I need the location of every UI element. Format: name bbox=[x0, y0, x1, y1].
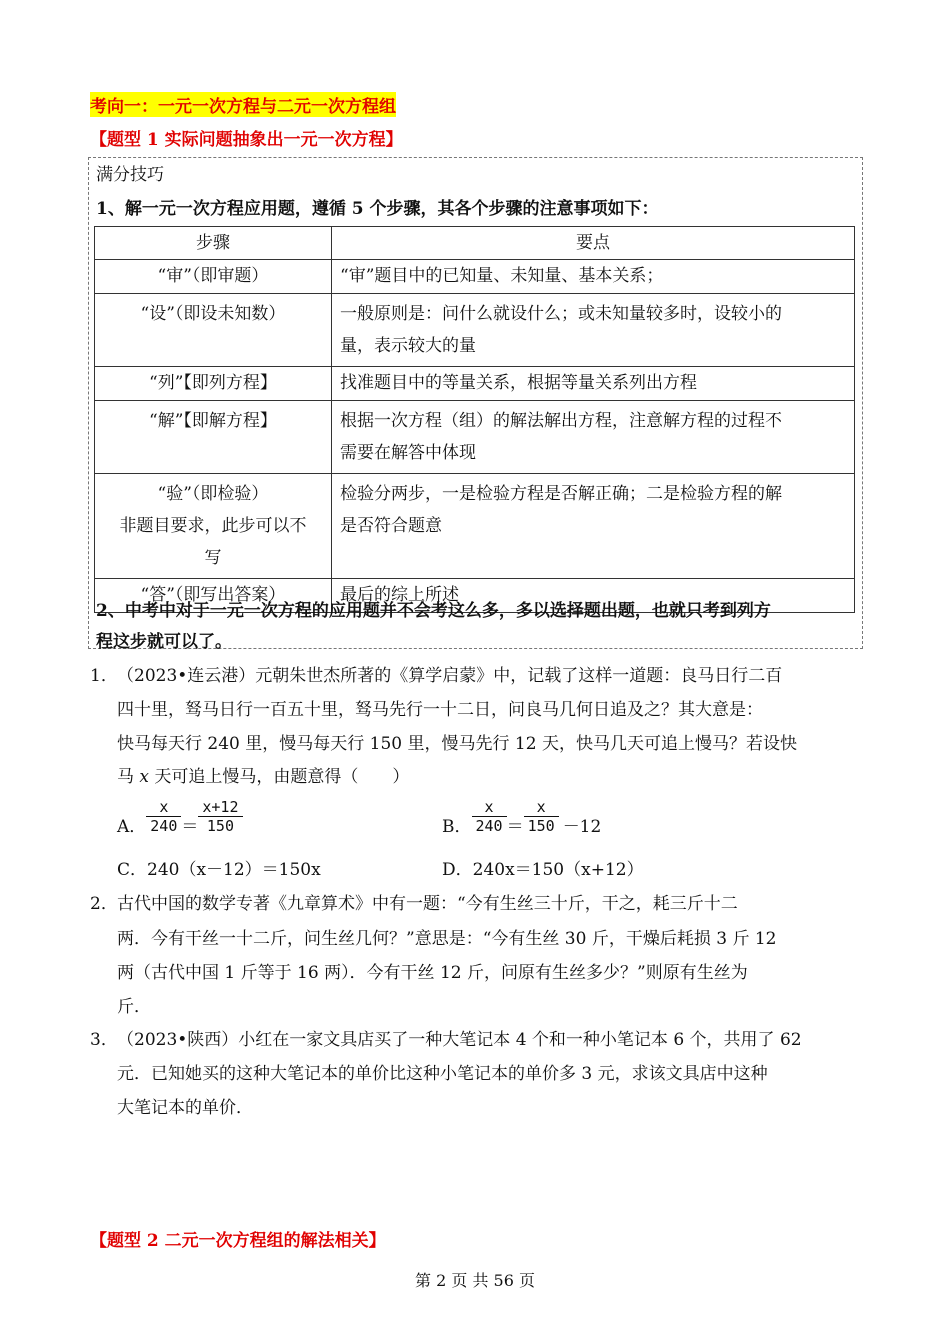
point-line: 一般原则是：问什么就设什么；或未知量较多时，设较小的 bbox=[340, 304, 782, 324]
q3-line2: 元．已知她买的这种大笔记本的单价比这种小笔记本的单价多 3 元，求该文具店中这种 bbox=[117, 1064, 768, 1084]
q3-line1: （2023•陕西）小红在一家文具店买了一种大笔记本 4 个和一种小笔记本 6 个，共用了 62 bbox=[117, 1030, 802, 1050]
fraction bbox=[198, 798, 242, 835]
q3-line3: 大笔记本的单价． bbox=[117, 1098, 253, 1118]
option-a[interactable] bbox=[117, 796, 243, 837]
question-number: 3． bbox=[90, 1030, 118, 1050]
variable-x: x bbox=[139, 767, 149, 787]
tips-point2-line1: 2、中考中对于一元一次方程的应用题并不会考这么多，多以选择题出题，也就只考到列方 bbox=[96, 601, 771, 621]
question-number: 1． bbox=[90, 666, 118, 686]
table-header-row bbox=[95, 227, 855, 260]
step-line: 非题目要求，此步可以不 bbox=[119, 516, 307, 536]
point-cell: 最后的综上所述 bbox=[332, 579, 855, 613]
option-b[interactable] bbox=[442, 796, 601, 837]
point-line: 量，表示较大的量 bbox=[340, 336, 476, 356]
step-line: 写 bbox=[204, 548, 222, 568]
q1-line4-end: 天可追上慢马，由题意得（ ） bbox=[149, 767, 410, 787]
q1-line2: 四十里，驽马日行一百五十里，驽马先行一十二日，问良马几何日追及之？其大意是： bbox=[117, 700, 763, 720]
q2-line2: 两．今有干丝一十二斤，问生丝几何？”意思是：“今有生丝 30 斤，干燥后耗损 3 斤 12 bbox=[117, 929, 777, 949]
point-line: 检验分两步，一是检验方程是否解正确；二是检验方程的解 bbox=[340, 484, 782, 504]
point-cell bbox=[332, 401, 855, 474]
point-cell bbox=[332, 294, 855, 367]
step-line: “验”（即检验） bbox=[157, 484, 269, 504]
option-b-tail: －12 bbox=[562, 817, 602, 837]
q2-line1: 古代中国的数学专著《九章算术》中有一题：“今有生丝三十斤，干之，耗三斤十二 bbox=[117, 894, 738, 914]
step-cell: “审”（即审题） bbox=[95, 260, 332, 294]
equals-sign: ＝ bbox=[506, 817, 524, 837]
fraction bbox=[146, 798, 181, 835]
type2-title: 【题型 2 二元一次方程组的解法相关】 bbox=[90, 1231, 386, 1251]
fraction-numerator: x bbox=[146, 798, 181, 817]
point-line: 根据一次方程（组）的解法解出方程，注意解方程的过程不 bbox=[340, 411, 782, 431]
option-a-label: A． bbox=[117, 817, 147, 837]
step-cell: “解”【即解方程】 bbox=[95, 401, 332, 474]
header-point: 要点 bbox=[332, 227, 855, 260]
fraction-denominator: 240 bbox=[475, 817, 503, 835]
table-row bbox=[95, 367, 855, 401]
tips-point1: 1、解一元一次方程应用题，遵循 5 个步骤，其各个步骤的注意事项如下： bbox=[96, 199, 659, 219]
q1-line1: （2023•连云港）元朝朱世杰所著的《算学启蒙》中，记载了这样一道题：良马日行二百 bbox=[117, 666, 783, 686]
equals-sign: ＝ bbox=[181, 817, 199, 837]
fraction-denominator: 150 bbox=[527, 817, 555, 835]
point-line: 是否符合题意 bbox=[340, 516, 442, 536]
point-cell bbox=[332, 474, 855, 579]
step-cell bbox=[95, 474, 332, 579]
page-footer: 第 2 页 共 56 页 bbox=[415, 1271, 535, 1290]
step-cell: “列”【即列方程】 bbox=[95, 367, 332, 401]
point-cell: 找准题目中的等量关系，根据等量关系列出方程 bbox=[332, 367, 855, 401]
option-b-label: B． bbox=[442, 817, 472, 837]
fraction-denominator: 240 bbox=[150, 817, 178, 835]
fraction-numerator: x bbox=[524, 798, 559, 817]
fraction bbox=[472, 798, 507, 835]
table-row bbox=[95, 294, 855, 367]
q1-line4 bbox=[117, 762, 409, 787]
table-row bbox=[95, 401, 855, 474]
steps-table bbox=[94, 226, 855, 613]
fraction bbox=[524, 798, 559, 835]
question-number: 2． bbox=[90, 894, 118, 914]
step-cell: “设”（即设未知数） bbox=[95, 294, 332, 367]
fraction-denominator: 150 bbox=[206, 817, 234, 835]
point-line: 需要在解答中体现 bbox=[340, 443, 476, 463]
tips-heading: 满分技巧 bbox=[96, 165, 164, 185]
point-cell: “审”题目中的已知量、未知量、基本关系； bbox=[332, 260, 855, 294]
header-step: 步骤 bbox=[95, 227, 332, 260]
tips-point2-line2: 程这步就可以了。 bbox=[96, 632, 232, 652]
fraction-numerator: x+12 bbox=[198, 798, 242, 817]
option-c[interactable]: C．240（x－12）＝150x bbox=[117, 860, 321, 880]
step-cell: “答”（即写出答案） bbox=[95, 579, 332, 613]
type1-title: 【题型 1 实际问题抽象出一元一次方程】 bbox=[90, 130, 403, 150]
q2-line4: 斤． bbox=[117, 997, 151, 1017]
q1-line3: 快马每天行 240 里，慢马每天行 150 里，慢马先行 12 天，快马几天可追上慢马？若设快 bbox=[117, 734, 797, 754]
table-row bbox=[95, 260, 855, 294]
table-row bbox=[95, 474, 855, 579]
q2-line3: 两（古代中国 1 斤等于 16 两）．今有干丝 12 斤，问原有生丝多少？”则原有生丝为 bbox=[117, 963, 748, 983]
q1-line4-start: 马 bbox=[117, 767, 140, 787]
section-title: 考向一：一元一次方程与二元一次方程组 bbox=[90, 92, 396, 117]
option-d[interactable]: D．240x＝150（x+12） bbox=[442, 860, 644, 880]
fraction-numerator: x bbox=[472, 798, 507, 817]
